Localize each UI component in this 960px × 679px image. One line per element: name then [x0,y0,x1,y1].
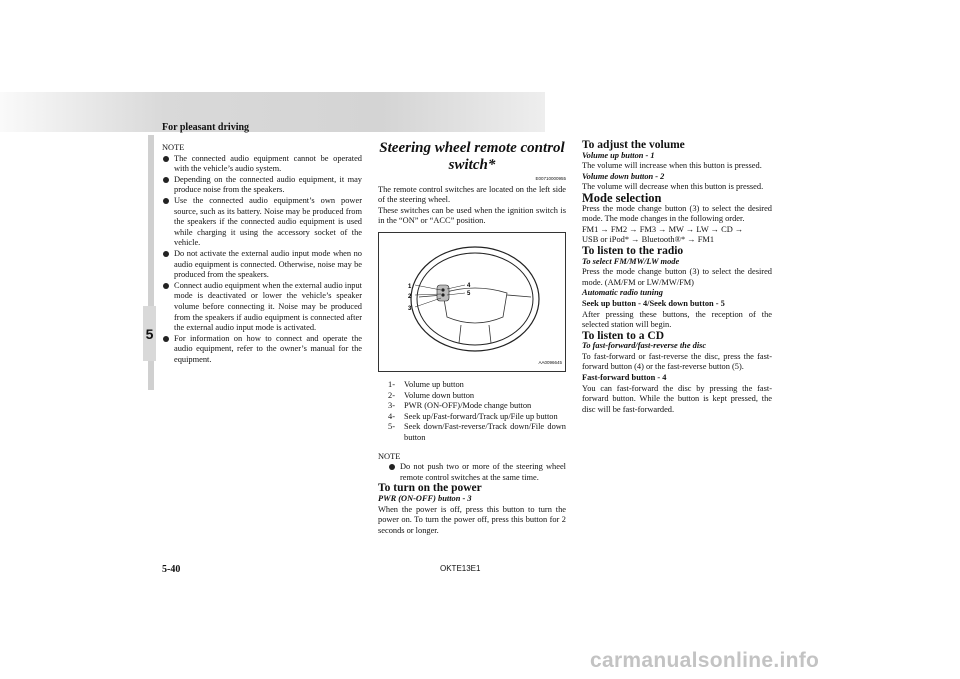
cd-heading: To listen to a CD [582,329,664,342]
steering-wheel-illustration [379,233,565,371]
callout-4: 4 [467,282,471,289]
fast-forward-text: To fast-forward or fast-reverse the disc, press the fast-forward button (4) or the fast-reverse button (5). [582,351,772,372]
mode-sequence-1: FM1 → FM2 → FM3 → MW → LW → CD → [582,224,744,234]
note-item: Depending on the connected audio equipment, it may produce noise from the speakers. [174,174,362,195]
seek-subheading: Seek up button - 4/Seek down button - 5 [582,298,725,308]
fast-forward-button-text: You can fast-forward the disc by pressing the fast-forward button. While the button is kept pressed, the disc will be fast-forwarded. [582,383,772,414]
section-code: E00710000955 [535,176,566,181]
note-list-2 [378,462,566,483]
note-heading-2: NOTE [378,451,401,461]
callout-2: 2 [408,293,412,300]
volume-heading: To adjust the volume [582,139,685,151]
watermark: carmanualsonline.info [590,649,820,672]
page-number: 5-40 [162,564,181,575]
intro-text-2: These switches can be used when the ignition switch is in the “ON” or “ACC” position. [378,205,566,226]
volume-up-subheading: Volume up button - 1 [582,150,655,160]
note-item: Use the connected audio equipment’s own power source, such as its battery. Noise may be produced from the speakers if the connected audio equipment is used while charging it using the accessory socket of the vehicle. [174,195,362,248]
radio-subheading: To select FM/MW/LW mode [582,256,680,266]
note-item: Connect audio equipment when the external audio input mode is deactivated or lower the vehicle’s speaker volume before connecting it. Noise may be produced from the speakers if audio equipment is connected after the external audio input mode is activated. [174,280,362,333]
column-2 [378,140,566,536]
legend-item: 5- Seek down/Fast-reverse/Track down/File down button [388,422,566,442]
callout-3: 3 [408,305,412,312]
mode-sequence-2: USB or iPod* → Bluetooth®* → FM1 [582,235,715,245]
power-subheading: PWR (ON-OFF) button - 3 [378,493,472,503]
document-code: OKTE13E1 [440,564,481,573]
auto-tuning-subheading: Automatic radio tuning [582,288,663,298]
seek-text: After pressing these buttons, the reception of the selected station will begin. [582,309,772,330]
note-item: The connected audio equipment cannot be operated with the vehicle’s audio system. [174,153,362,174]
callout-5: 5 [467,290,471,297]
section-title: For pleasant driving [162,122,250,133]
volume-down-subheading: Volume down button - 2 [582,171,665,181]
steering-wheel-figure [378,232,566,372]
figure-code: AA0096645 [538,360,562,366]
page-title: Steering wheel remote control switch* [379,140,565,173]
mode-heading: Mode selection [582,190,662,205]
power-heading: To turn on the power [378,482,482,495]
callout-1: 1 [408,283,412,290]
legend-item: 2- Volume down button [388,390,475,400]
legend-item: 1- Volume up button [388,379,464,389]
note-list [162,154,362,366]
figure-legend [378,380,566,444]
radio-text: Press the mode change button (3) to select the desired mode. (AM/FM or LW/MW/FM) [582,267,772,287]
power-text: When the power is off, press this button to turn the power on. To turn the power off, press this button for 2 seconds or longer. [378,504,566,535]
mode-text: Press the mode change button (3) to select the desired mode. The mode changes in the following order. [582,203,772,224]
volume-down-text: The volume will decrease when this button is pressed. [582,182,764,192]
legend-item: 3- PWR (ON-OFF)/Mode change button [388,401,532,411]
fast-forward-subheading: To fast-forward/fast-reverse the disc [582,341,707,351]
note-item: Do not activate the external audio input mode when no audio equipment is connected. Otherwise, noise may be produced from the speakers. [174,248,362,280]
legend-item: 4- Seek up/Fast-forward/Track up/File up button [388,411,558,421]
chapter-tab: 5 [143,306,156,361]
note-item: For information on how to connect and operate the audio equipment, refer to the owner’s manual for the equipment. [174,333,362,364]
column-3 [582,140,772,415]
note-heading: NOTE [162,143,185,152]
volume-up-text: The volume will increase when this button is pressed. [582,161,762,171]
intro-text: The remote control switches are located on the left side of the steering wheel. [378,184,566,205]
column-1 [162,143,362,365]
fast-forward-button-subheading: Fast-forward button - 4 [582,373,667,383]
radio-heading: To listen to the radio [582,244,684,257]
header-band [0,92,545,132]
note-item: Do not push two or more of the steering wheel remote control switches at the same time. [400,462,566,482]
